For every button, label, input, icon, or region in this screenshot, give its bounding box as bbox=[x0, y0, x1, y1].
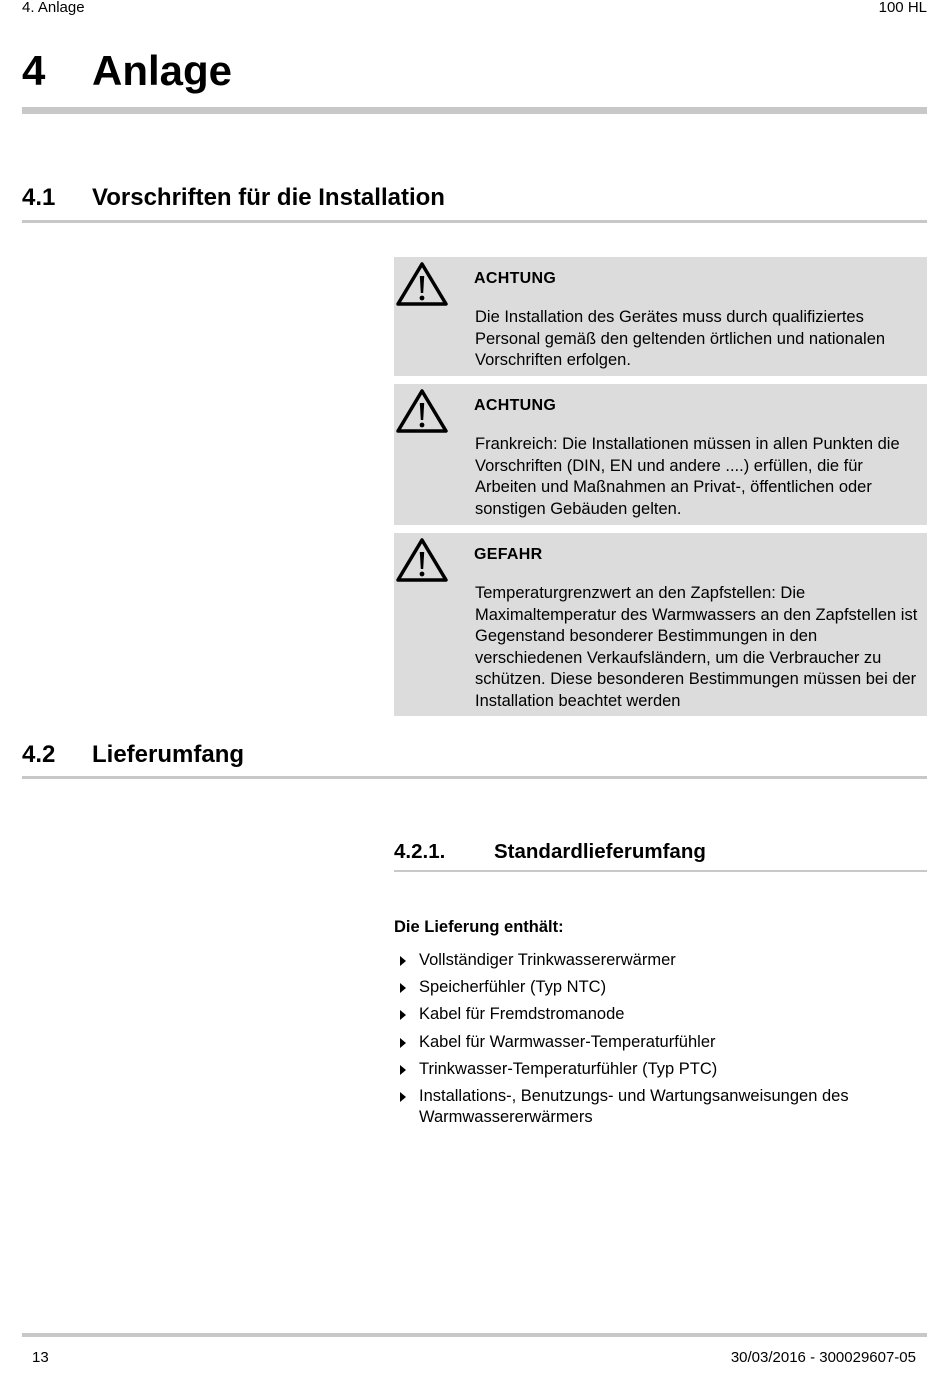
warning-box bbox=[394, 257, 927, 376]
bullet-arrow-icon bbox=[400, 1092, 406, 1102]
section-heading-delivery bbox=[22, 741, 244, 769]
list-item bbox=[394, 977, 927, 999]
chapter-title: Anlage bbox=[92, 47, 233, 94]
warning-triangle-icon bbox=[396, 537, 448, 583]
warning-triangle-icon bbox=[396, 261, 448, 307]
warning-triangle-icon bbox=[396, 388, 448, 434]
section-divider bbox=[22, 776, 927, 779]
document-reference: 30/03/2016 - 300029607-05 bbox=[730, 1349, 916, 1366]
bullet-arrow-icon bbox=[400, 1038, 406, 1048]
warning-box bbox=[394, 384, 927, 525]
delivery-list bbox=[394, 950, 927, 1135]
running-header-product: 100 HL bbox=[878, 0, 927, 16]
section-divider bbox=[22, 220, 927, 223]
warning-label: ACHTUNG bbox=[474, 270, 557, 287]
chapter-heading bbox=[22, 48, 232, 94]
danger-box bbox=[394, 533, 927, 716]
bullet-arrow-icon bbox=[400, 1010, 406, 1020]
list-item-text: Speicherfühler (Typ NTC) bbox=[419, 978, 607, 997]
danger-label: GEFAHR bbox=[474, 546, 543, 563]
running-header-chapter: 4. Anlage bbox=[22, 0, 85, 16]
list-item bbox=[394, 1059, 927, 1081]
list-item-text: Installations-, Benutzungs- und Wartungsanweisungen des Warmwassererwärmers bbox=[419, 1086, 849, 1127]
warning-label: ACHTUNG bbox=[474, 397, 557, 414]
subsection-heading bbox=[394, 839, 706, 865]
section-title: Vorschriften für die Installation bbox=[92, 184, 445, 211]
subsection-title: Standardlieferumfang bbox=[494, 840, 706, 863]
chapter-number: 4 bbox=[22, 47, 46, 94]
list-item bbox=[394, 1086, 927, 1129]
section-number: 4.2 bbox=[22, 741, 56, 768]
list-item bbox=[394, 950, 927, 972]
list-item-text: Kabel für Fremdstromanode bbox=[419, 1005, 625, 1024]
bullet-arrow-icon bbox=[400, 956, 406, 966]
warning-text: Die Installation des Gerätes muss durch qualifiziertes Personal gemäß den geltenden örtlichen und nationalen Vorschriften erfolgen. bbox=[475, 308, 886, 369]
list-item-text: Kabel für Warmwasser-Temperaturfühler bbox=[419, 1032, 716, 1051]
danger-text: Temperaturgrenzwert an den Zapfstellen: Die Maximaltemperatur des Warmwassers an den Zapfstellen ist Gegenstand besonderer Bestimmungen in den verschiedenen Verkaufsländern, um die Verbraucher zu schützen. Diese besonderen Bestimmungen müssen bei der Installation beachtet werden bbox=[475, 584, 918, 710]
subsection-number: 4.2.1. bbox=[394, 840, 446, 863]
delivery-intro: Die Lieferung enthält: bbox=[394, 918, 564, 936]
warning-text: Frankreich: Die Installationen müssen in allen Punkten die Vorschriften (DIN, EN und andere ....) erfüllen, die für Arbeiten und Maßnahmen an Privat-, öffentlichen oder sonstigen Gebäuden gelten. bbox=[475, 435, 900, 518]
chapter-divider bbox=[22, 107, 927, 114]
subsection-divider bbox=[394, 870, 927, 872]
list-item-text: Trinkwasser-Temperaturfühler (Typ PTC) bbox=[419, 1059, 718, 1078]
section-heading-installation bbox=[22, 184, 445, 212]
bullet-arrow-icon bbox=[400, 983, 406, 993]
section-title: Lieferumfang bbox=[92, 741, 245, 768]
bullet-arrow-icon bbox=[400, 1065, 406, 1075]
section-number: 4.1 bbox=[22, 184, 56, 211]
list-item bbox=[394, 1004, 927, 1026]
footer-divider bbox=[22, 1333, 927, 1337]
list-item-text: Vollständiger Trinkwassererwärmer bbox=[419, 951, 676, 969]
page-number: 13 bbox=[32, 1349, 49, 1366]
list-item bbox=[394, 1032, 927, 1054]
